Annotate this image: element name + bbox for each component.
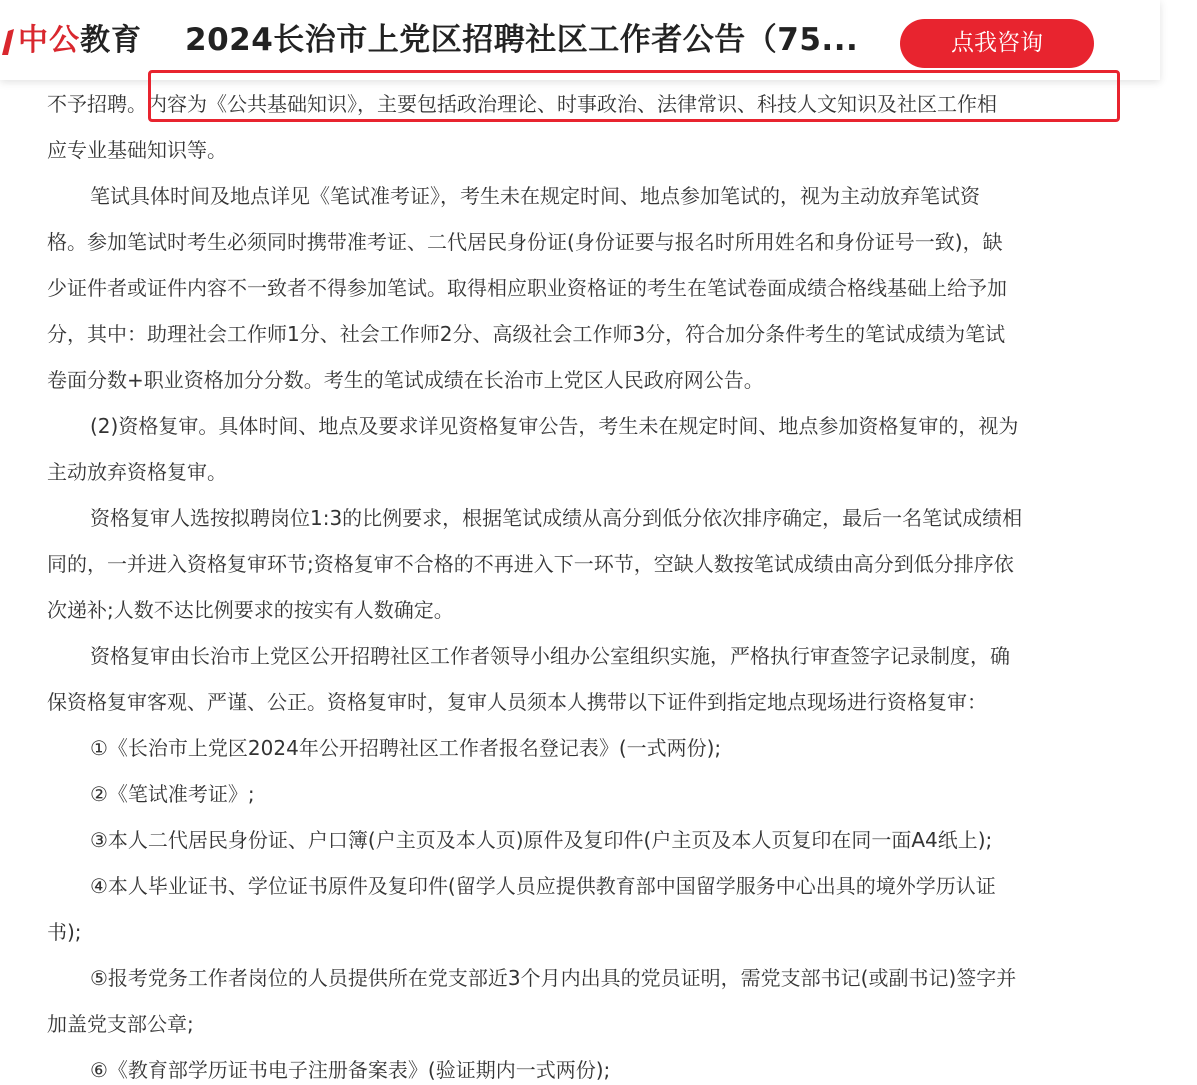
article-line: 笔试具体时间及地点详见《笔试准考证》，考生未在规定时间、地点参加笔试的，视为主动放弃笔试资 (90, 184, 980, 208)
article-line: ②《笔试准考证》; (90, 782, 255, 806)
article-line: 少证件者或证件内容不一致者不得参加笔试。取得相应职业资格证的考生在笔试卷面成绩合格线基础上给予加 (47, 276, 1007, 300)
red-highlight-box (148, 70, 1120, 122)
article-line: (2)资格复审。具体时间、地点及要求详见资格复审公告，考生未在规定时间、地点参加资格复审的，视为 (90, 414, 1019, 438)
article-line: 主动放弃资格复审。 (47, 460, 227, 484)
article-line: 同的，一并进入资格复审环节;资格复审不合格的不再进入下一环节，空缺人数按笔试成绩由高分到低分排序依 (47, 552, 1014, 576)
logo-text-dark: 教育 (80, 23, 142, 58)
page-title: 2024长治市上党区招聘社区工作者公告（75... (185, 22, 859, 58)
article-line: 资格复审人选按拟聘岗位1:3的比例要求，根据笔试成绩从高分到低分依次排序确定，最后一名笔试成绩相 (90, 506, 1023, 530)
logo-text (18, 18, 142, 64)
logo-text-red: 中公 (18, 23, 80, 58)
article-line: 资格复审由长治市上党区公开招聘社区工作者领导小组办公室组织实施，严格执行审查签字记录制度，确 (90, 644, 1010, 668)
article-line: ①《长治市上党区2024年公开招聘社区工作者报名登记表》(一式两份); (90, 736, 722, 760)
article-line: ⑥《教育部学历证书电子注册备案表》(验证期内一式两份); (90, 1058, 611, 1082)
article-line: 次递补;人数不达比例要求的按实有人数确定。 (47, 598, 454, 622)
article-line: 卷面分数+职业资格加分分数。考生的笔试成绩在长治市上党区人民政府网公告。 (47, 368, 764, 392)
article-line: 不予招聘。内容为《公共基础知识》，主要包括政治理论、时事政治、法律常识、科技人文知识及社区工作相 (47, 92, 997, 116)
article-line: ⑤报考党务工作者岗位的人员提供所在党支部近3个月内出具的党员证明，需党支部书记(或副书记)签字并 (90, 966, 1017, 990)
site-logo[interactable] (0, 18, 142, 64)
article-line: 书); (47, 920, 82, 944)
article-line: ④本人毕业证书、学位证书原件及复印件(留学人员应提供教育部中国留学服务中心出具的境外学历认证 (90, 874, 996, 898)
logo-mark-icon (0, 21, 16, 61)
article-line: 格。参加笔试时考生必须同时携带准考证、二代居民身份证(身份证要与报名时所用姓名和身份证号一致)，缺 (47, 230, 1003, 254)
site-header (0, 0, 1160, 80)
article-line: 保资格复审客观、严谨、公正。资格复审时，复审人员须本人携带以下证件到指定地点现场进行资格复审： (47, 690, 987, 714)
article-line: 加盖党支部公章; (47, 1012, 194, 1036)
article-line: 分，其中：助理社会工作师1分、社会工作师2分、高级社会工作师3分，符合加分条件考生的笔试成绩为笔试 (47, 322, 1006, 346)
article-line: ③本人二代居民身份证、户口簿(户主页及本人页)原件及复印件(户主页及本人页复印在同一面A4纸上); (90, 828, 993, 852)
article-line: 应专业基础知识等。 (47, 138, 227, 162)
consult-button[interactable]: 点我咨询 (900, 19, 1094, 68)
